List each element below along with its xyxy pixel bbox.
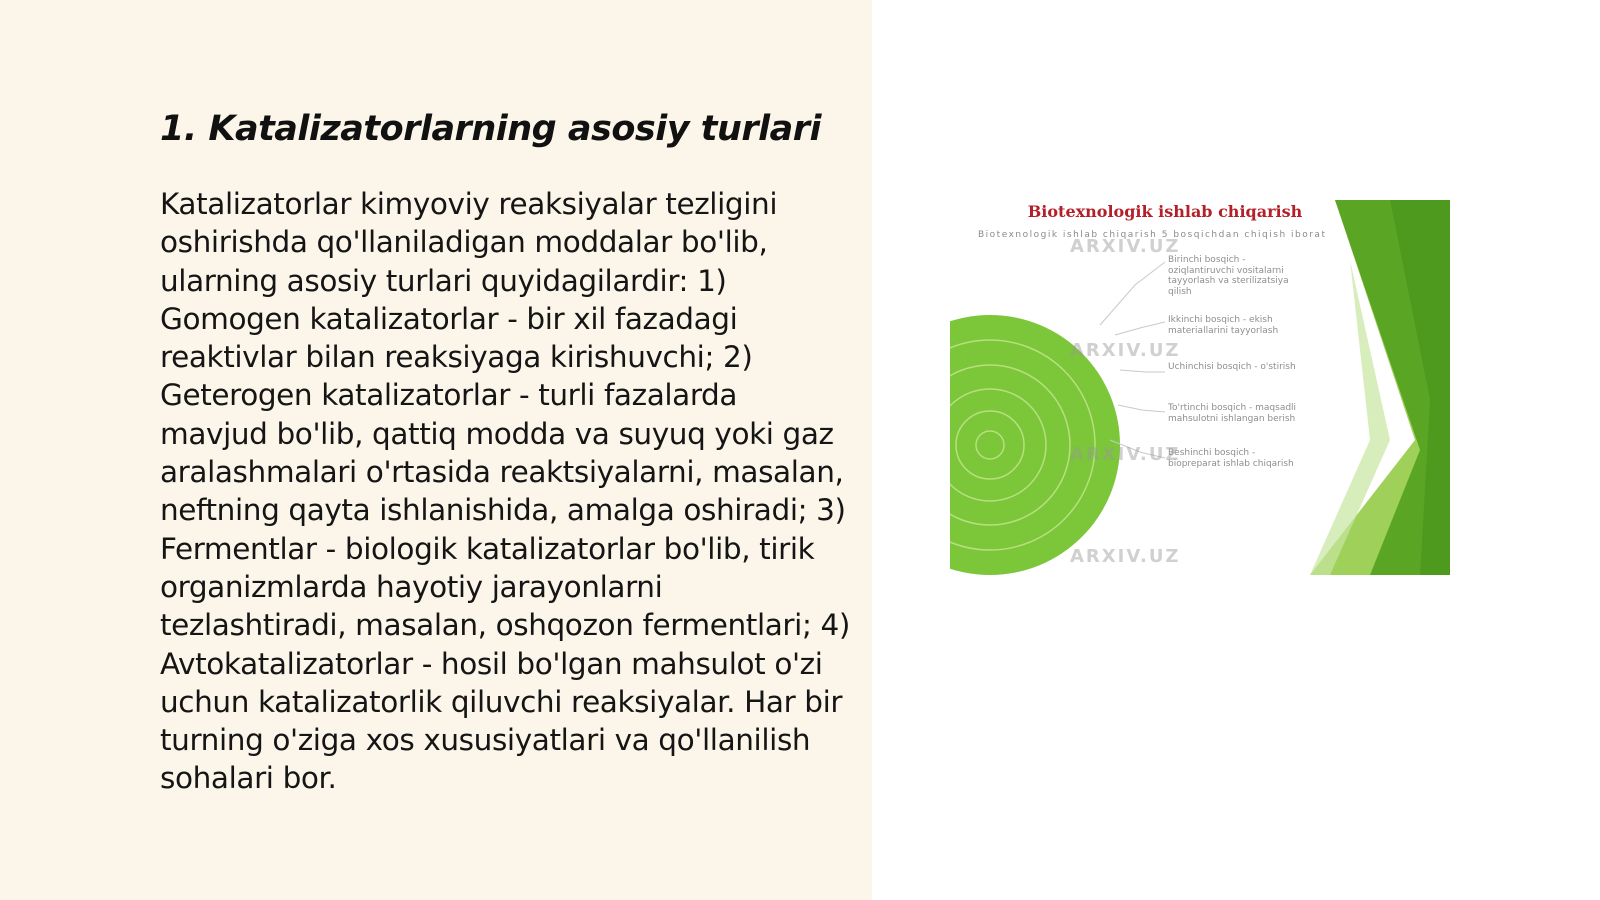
watermark: ARXIV.UZ <box>1070 340 1181 361</box>
figure-title: Biotexnologik ishlab chiqarish <box>1027 202 1303 221</box>
figure-step-2: Ikkinchi bosqich - ekish materiallarini tayyorlash <box>1168 315 1279 336</box>
figure-subtitle: Biotexnologik ishlab chiqarish 5 bosqichdan chiqish iborat <box>978 230 1327 240</box>
watermark: ARXIV.UZ <box>1070 236 1181 257</box>
watermark: ARXIV.UZ <box>1070 546 1181 567</box>
figure-step-5: Beshinchi bosqich - biopreparat ishlab chiqarish <box>1168 448 1294 469</box>
slide-body-text: Katalizatorlar kimyoviy reaksiyalar tezligini oshirishda qo'llaniladigan moddalar bo'lib, ularning asosiy turlari quyidagilardir: 1) Gomogen katalizatorlar - bir xil fazadagi reaktivlar bilan reaksiyaga kirishuvchi; 2) Geterogen katalizatorlar - turli fazalarda mavjud bo'lib, qattiq modda va suyuq yoki gaz aralashmalari o'rtasida reaktsiyalarni, masalan, neftning qayta ishlanishida, amalga oshiradi; 3) Fermentlar - biologik katalizatorlar bo'lib, tirik organizmlarda hayotiy jarayonlarni tezlashtiradi, masalan, oshqozon fermentlari; 4) Avtokatalizatorlar - hosil bo'lgan mahsulot o'zi uchun katalizatorlik qiluvchi reaksiyalar. Har bir turning o'ziga xos xususiyatlari va qo'llanilish sohalari bor. <box>160 187 850 796</box>
slide-figure <box>950 200 1450 575</box>
figure-step-4: To'rtinchi bosqich - maqsadli mahsulotni ishlangan berish <box>1168 403 1297 424</box>
figure-step-3: Uchinchisi bosqich - o'stirish <box>1168 362 1296 372</box>
slide-title: 1. Katalizatorlarning asosiy turlari <box>160 109 821 149</box>
figure-step-1: Birinchi bosqich - oziqlantiruvchi vositalarni tayyorlash va sterilizatsiya qilish <box>1168 255 1289 297</box>
watermark: ARXIV.UZ <box>1070 444 1181 465</box>
